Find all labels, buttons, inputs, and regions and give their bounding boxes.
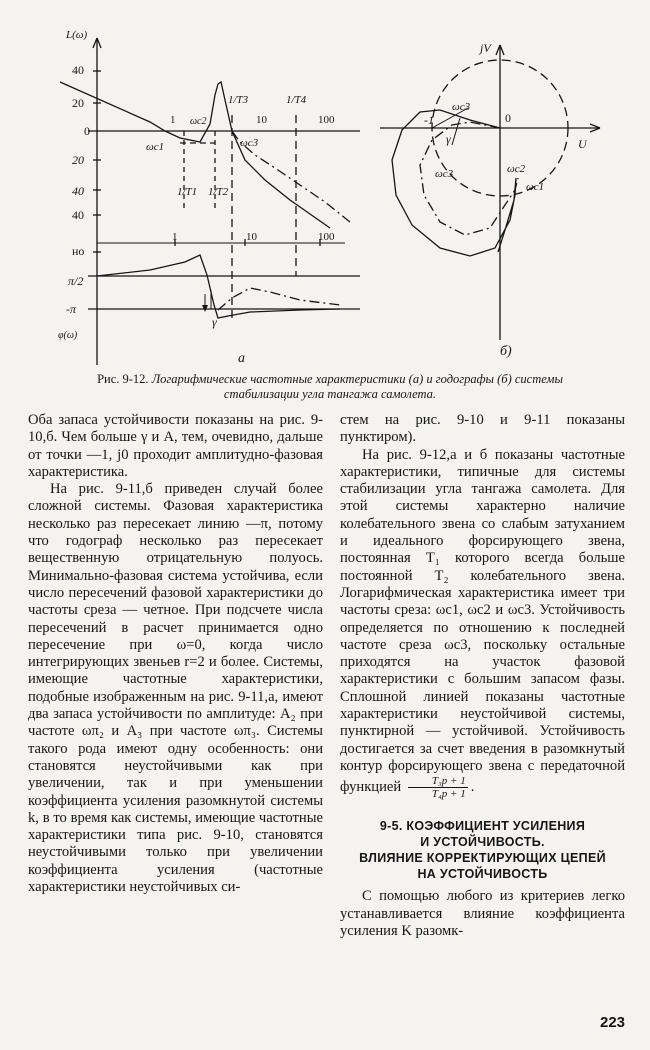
paragraph: Оба запаса устойчивости показаны на рис. 9-10,б. Чем больше γ и A, тем, очевидно, дальше от точки —1, j0 проходит амплитудно-фазовая характеристика. xyxy=(28,412,323,480)
figure-9-12 xyxy=(0,0,650,410)
svg-text:γ: γ xyxy=(212,315,217,329)
svg-text:1/T1: 1/T1 xyxy=(177,186,198,198)
panel-label-b: б) xyxy=(500,344,512,359)
svg-text:jV: jV xyxy=(480,41,491,55)
svg-text:20: 20 xyxy=(72,153,84,167)
phase-curve-dashdot xyxy=(218,288,340,310)
nyquist-labels xyxy=(424,41,588,359)
svg-text:40: 40 xyxy=(72,208,84,222)
bode-labels xyxy=(58,29,335,366)
svg-text:U: U xyxy=(578,137,587,151)
svg-text:-π: -π xyxy=(66,302,77,316)
bode-plot xyxy=(60,38,360,365)
left-column xyxy=(28,412,323,896)
paragraph: стем на рис. 9-10 и 9-11 показаны пунктиром). xyxy=(340,412,625,446)
caption-label: Рис. 9-12. xyxy=(97,372,149,386)
caption-text: Логарифмические частотные характеристики (а) и годографы (б) системы стабилизации угла тангажа самолета. xyxy=(151,372,563,401)
figure-caption xyxy=(70,372,590,402)
svg-text:10: 10 xyxy=(256,114,267,126)
paragraph: На рис. 9-12,а и б показаны частотные характеристики, типичные для системы стабилизации угла тангажа самолета. Для этой системы характерно наличие колебательного звена со слабым затуханием и идеального форсирующего звена, постоянная T₁ которого всегда больше постоянной T₂ колебательного звена. Логарифмическая характеристика имеет три частоты среза: ωc1, ωc2 и ωc3. Устойчивость определяется по отношению к последней частоте среза ωc3, поскольку остальные приходятся на участок фазовой характеристики с большим запасом фазы. Сплошной линией показаны частотные характеристики неустойчивой системы, пунктирной — устойчивой. Устойчивость достигается за счет введения в разомкнутый контур форсирующего звена с передаточной функцией $\frac{\text{T₃p + 1}}{\text{T₄p + 1}}$ . xyxy=(340,446,625,801)
svg-text:1/T4: 1/T4 xyxy=(286,94,307,106)
svg-text:ωc3: ωc3 xyxy=(435,168,454,180)
svg-text:γ: γ xyxy=(446,132,451,146)
svg-text:ωc1: ωc1 xyxy=(526,181,545,193)
section-heading: 9-5. КОЭФФИЦИЕНТ УСИЛЕНИЯ И УСТОЙЧИВОСТЬ. ВЛИЯНИЕ КОРРЕКТИРУЮЩИХ ЦЕПЕЙ НА УСТОЙЧИВОСТЬ xyxy=(359,819,606,882)
y-axis-label: L(ω) xyxy=(66,29,88,41)
nyquist-plot xyxy=(380,45,600,340)
svg-text:1: 1 xyxy=(172,231,178,243)
svg-text:40: 40 xyxy=(72,184,84,198)
omega-c3-label: ωc3 xyxy=(240,137,259,149)
svg-text:100: 100 xyxy=(318,231,335,243)
transfer-function: $\frac{\text{T₃p + 1}}{\text{T₄p + 1}}$ xyxy=(408,775,468,800)
paragraph: На рис. 9-11,б приведен случай более сложной системы. Фазовая характеристика несколько раз пересекает линию —π, потому что годограф несколько раз пересекает вещественную отрицательную полуось. Минимально-фазовая система устойчива, если число пересечений фазовой характеристики до частоты среза — четное. При подсчете числа пересечений в расчет принимается одно пересечение при ω=0, когда число интегрирующих звеньев r=2 и более. Системы, имеющие частотные характеристики, подобные изображенным на рис. 9-11,а, имеют два запаса устойчивости по амплитуде: A₂ при частоте ωπ₂ и A₃ при частоте ωπ₃. Системы такого рода имеют одну особенность: они становятся неустойчивыми как при увеличении, так и при уменьшении коэффициента усиления разомкнутой системы k, в то время как системы, имеющие частотные характеристики типа рис. 9-10, становятся неустойчивыми только при увеличении коэффициента усиления (частотные характеристики неустойчивых си- xyxy=(28,481,323,896)
svg-text:π/2: π/2 xyxy=(68,274,84,288)
panel-label-a: a xyxy=(238,351,245,366)
svg-text:40: 40 xyxy=(72,63,84,77)
svg-text:ωc3: ωc3 xyxy=(452,101,471,113)
svg-text:0: 0 xyxy=(505,111,511,125)
svg-text:1/T2: 1/T2 xyxy=(208,186,229,198)
svg-text:но: но xyxy=(72,244,85,258)
paragraph: С помощью любого из критериев легко устанавливается влияние коэффициента усиления K разомк- xyxy=(340,888,625,939)
svg-text:10: 10 xyxy=(246,231,257,243)
svg-text:20: 20 xyxy=(72,96,84,110)
omega-c2-label: ωc2 xyxy=(190,116,207,127)
svg-text:1/T3: 1/T3 xyxy=(228,94,249,106)
svg-text:0: 0 xyxy=(84,124,90,138)
svg-text:ωc2: ωc2 xyxy=(507,163,526,175)
svg-text:φ(ω): φ(ω) xyxy=(58,330,78,341)
svg-text:-1: -1 xyxy=(424,113,434,127)
omega-c1-label: ωc1 xyxy=(146,141,165,153)
svg-text:100: 100 xyxy=(318,114,335,126)
page-number: 223 xyxy=(600,1014,626,1031)
right-column xyxy=(340,412,625,940)
svg-text:1: 1 xyxy=(170,114,176,126)
hodograph-solid xyxy=(392,110,516,256)
